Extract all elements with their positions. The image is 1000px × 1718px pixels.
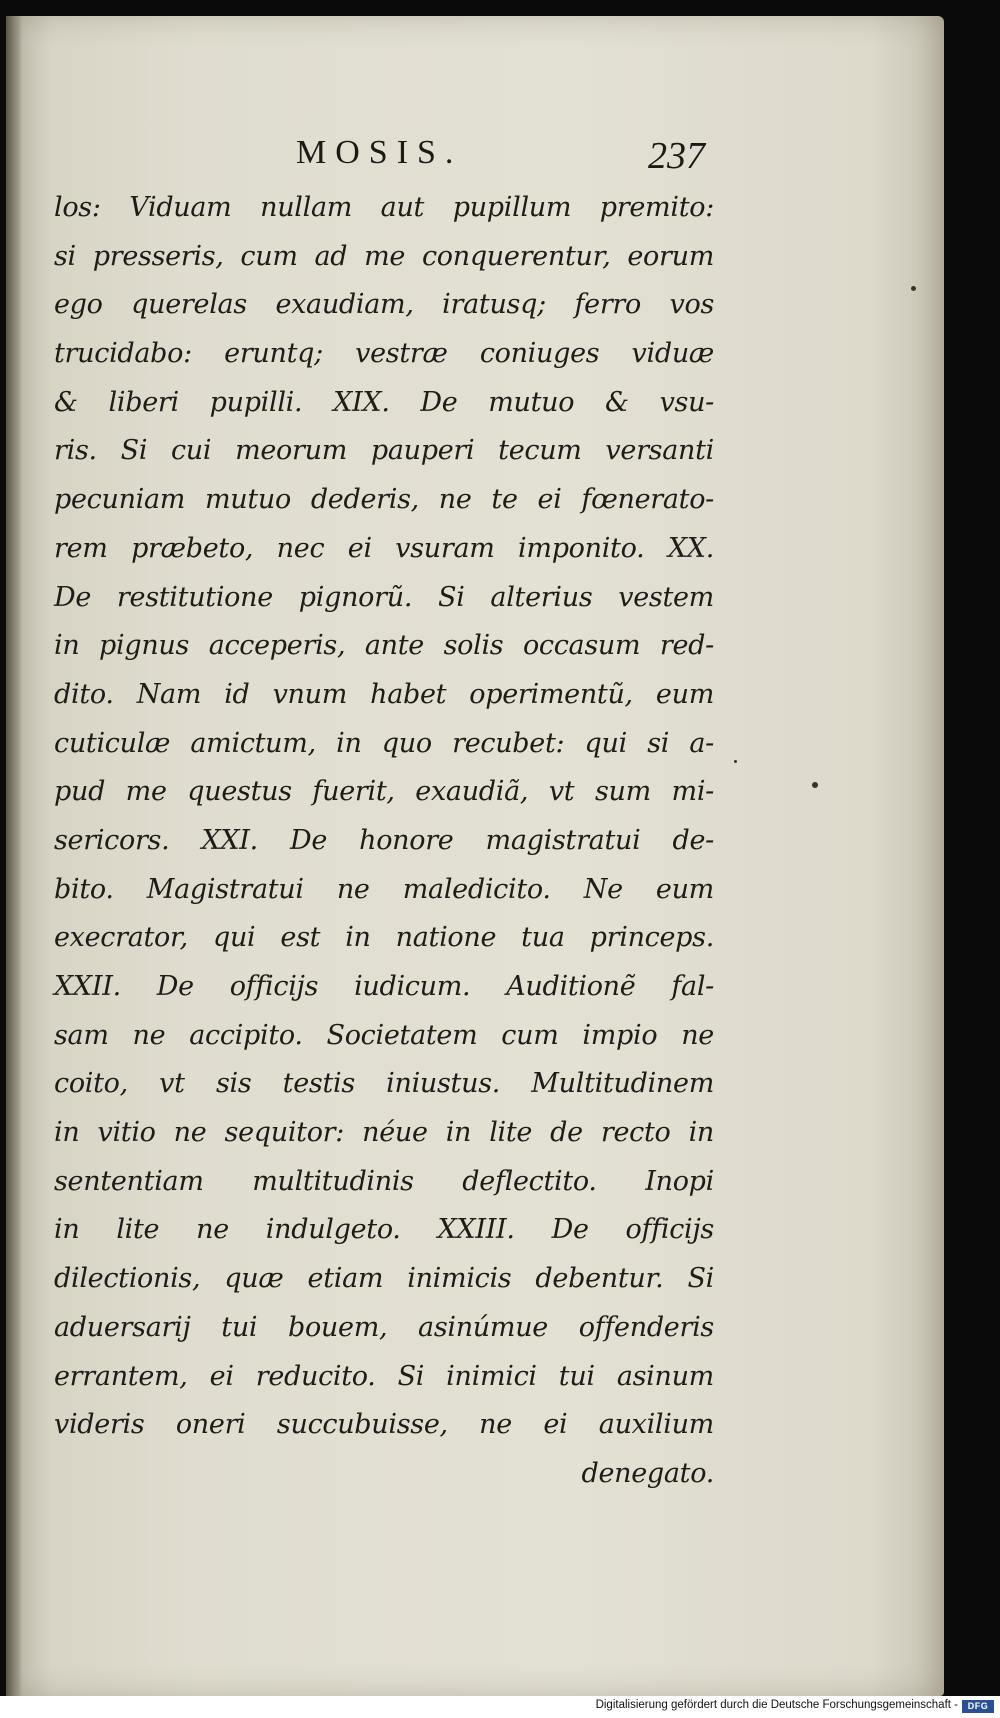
text-line: rem præbeto, nec ei vsuram imponito. XX. [54,532,714,564]
text-line: in lite ne indulgeto. XXIII. De officijs [54,1214,714,1246]
text-line: bito. Magistratui ne maledicito. Ne eum [54,873,714,905]
text-line: sericors. XXI. De honore magistratui de- [54,824,714,856]
dfg-logo: DFG [962,1700,994,1713]
text-line: pecuniam mutuo dederis, ne te ei fœnerato- [54,484,714,516]
text-line: in vitio ne sequitor: néue in lite de recto in [54,1117,714,1149]
catchword: denegato. [581,1457,714,1489]
page-number: 237 [648,135,705,177]
digitization-credit: Digitalisierung gefördert durch die Deutsche Forschungsgemeinschaft - [595,1699,958,1711]
book-page [6,16,944,1696]
paper-speck [812,782,818,788]
text-line: errantem, ei reducito. Si inimici tui asinum [54,1360,714,1392]
text-line: ego querelas exaudiam, iratusq; ferro vos [54,289,714,321]
text-line: ris. Si cui meorum pauperi tecum versanti [54,435,714,467]
text-line: trucidabo: eruntq; vestræ coniuges viduæ [54,338,714,370]
text-line: pud me questus fuerit, exaudiã, vt sum mi- [54,776,714,808]
text-line: videris oneri succubuisse, ne ei auxilium [54,1409,714,1441]
text-line: los: Viduam nullam aut pupillum premito: [54,192,714,223]
running-head: MOSIS. [296,134,463,171]
text-line: sam ne accipito. Societatem cum impio ne [54,1019,714,1051]
text-line: cuticulæ amictum, in quo recubet: qui si a- [54,727,714,759]
body-text [54,184,714,1499]
text-line: XXII. De officijs iudicum. Auditionẽ fal- [54,971,714,1002]
paper-speck [734,760,737,763]
text-line: De restitutione pignorũ. Si alterius vestem [54,581,714,613]
text-line: execrator, qui est in natione tua princeps. [54,922,714,954]
text-line: coito, vt sis testis iniustus. Multitudinem [54,1068,714,1100]
footer-bar [0,1696,1000,1718]
paper-speck [911,286,916,291]
text-line: si presseris, cum ad me conquerentur, eorum [54,240,714,272]
text-line: dilectionis, quæ etiam inimicis debentur. Si [54,1263,714,1295]
text-line: in pignus acceperis, ante solis occasum red- [54,630,714,662]
page-gutter-shadow [6,16,22,1696]
text-line: sententiam multitudinis deflectito. Inopi [54,1165,714,1197]
text-line: dito. Nam id vnum habet operimentũ, eum [54,678,714,710]
text-line: aduersarij tui bouem, asinúmue offenderis [54,1311,714,1343]
text-line: & liberi pupilli. XIX. De mutuo & vsu- [54,386,714,418]
